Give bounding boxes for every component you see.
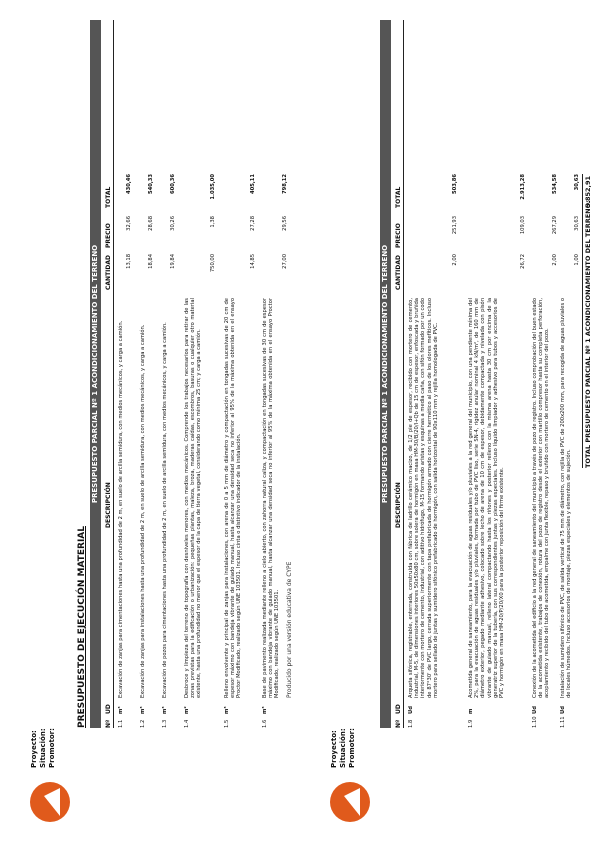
row-total: 405,11 <box>250 174 256 195</box>
situacion-label: Situación: <box>339 728 347 768</box>
grand-total-value: 5.852,91 <box>584 175 592 208</box>
document-title: PRESUPUESTO DE EJECUCIÓN MATERIAL <box>77 526 87 728</box>
row-num: 1.5 <box>224 719 230 728</box>
project-meta <box>330 728 357 768</box>
promotor-label: Promotor: <box>48 728 56 768</box>
row-desc: Desbroce y limpieza del terreno de topografía con desniveles menores, con medios mecánicos. Comprende los trabajos necesarios para retirar de las zonas previstas para la edificación o urbanización: pequeñas plantas, maleza, broza, maderas caídas, escombros, basuras o cualquier otro material existente, hasta una profundidad no menor que el espesor de la capa de tierra vegetal, considerando como mínima 25 cm; y carga a camión. <box>184 298 203 698</box>
col-desc: DESCRIPCIÓN <box>395 482 402 528</box>
row-desc: Conexión de la acometida del edificio a la red general de saneamiento del municipio a través de pozo de registro. Incluso comprobación del buen estado de la acometida existente, trabajos de conexión, rotura del pozo de registro desde el exterior con martillo compresor hasta su completa perforación, acoplamiento y recibido del tubo de acometida, empalme con junta flexible, repaso y bruñido con mortero de cemento en el interior del pozo. <box>532 298 551 698</box>
col-precio: PRECIO <box>105 223 112 248</box>
section-band: PRESUPUESTO PARCIAL Nº 1 ACONDICIONAMIENTO DEL TERRENO <box>380 20 391 728</box>
row-total: 2.913,28 <box>520 174 526 200</box>
row-num: 1.8 <box>408 719 414 728</box>
row-total: 534,58 <box>552 174 558 195</box>
row-desc: Instalación de sumidero sifónico de PVC, de salida vertical de 75 mm de diámetro, con rejilla de PVC de 200x200 mm, para recogida de aguas pluviales o de locales húmedos. Incluso accesorios de montaje, piezas especiales y elementos de sujeción. <box>560 298 573 698</box>
row-num: 1.2 <box>140 719 146 728</box>
col-total: TOTAL <box>395 186 402 208</box>
project-meta <box>30 728 57 768</box>
row-ud: Ud <box>408 706 414 714</box>
col-ud: UD <box>395 704 402 714</box>
situacion-label: Situación: <box>39 728 47 768</box>
row-desc: Acometida general de saneamiento, para la evacuación de aguas residuales y/o pluviales a la red general del municipio, con una pendiente mínima del 2%, para la evacuación de aguas residuales y/o pluviales, formada por tubo de PVC liso, serie SN-4, rigidez anular nominal 4 kN/m², de 160 mm de diámetro exterior, pegado mediante adhesivo, colocado sobre lecho de arena de 10 cm de espesor, debidamente compactada y nivelada con pisón vibrante de guiado manual, relleno lateral compactando hasta los riñones y posterior relleno con la misma arena hasta 30 cm por encima de la generatriz superior de la tubería, con sus correspondientes juntas y piezas especiales. Incluso líquido limpiador y adhesivo para tubos y accesorios de PVC y hormigón en masa HM-20/P/20/X0 para la posterior reposición del firme existente. <box>468 298 506 698</box>
proyecto-label: Proyecto: <box>30 730 38 768</box>
company-logo-icon <box>20 778 80 826</box>
row-ud: m³ <box>118 706 124 714</box>
col-cantidad: CANTIDAD <box>395 255 402 290</box>
row-total: 798,12 <box>282 174 288 195</box>
row-total: 1.035,00 <box>210 174 216 200</box>
row-qty: 18,84 <box>148 254 154 269</box>
row-price: 32,66 <box>126 216 132 231</box>
row-ud: m <box>468 708 474 714</box>
row-qty: 13,18 <box>126 254 132 269</box>
right-page <box>300 0 599 848</box>
row-price: 251,93 <box>452 216 458 235</box>
row-price: 30,63 <box>574 216 580 231</box>
row-ud: m³ <box>162 706 168 714</box>
col-total: TOTAL <box>105 186 112 208</box>
right-page-content <box>300 0 599 848</box>
row-desc: Arqueta sifónica, registrable, enterrada, construida con fábrica de ladrillo cerámico macizo, de 1/2 pie de espesor, recibido con mortero de cemento, industrial, M-5, de dimensiones interiores 50x50x80 cm, sobre solera de hormigón en masa HM-30/B/20/I+Qb de 15 cm de espesor, enfoscada y bruñida interiormente con mortero de cemento, industrial, con aditivo hidrófugo, M-15 formando aristas y esquinas a media caña, con sifón formado por un codo de 87°30' de PVC largo, cerrada superiormente con tapa prefabricada de hormigón armado con cierre hermético al paso de los olores mefíticos. Incluso mortero para sellado de juntas y sumidero sifónico prefabricado de hormigón, con salida horizontal de 90x110 mm y rejilla homologada de PVC. <box>408 298 439 698</box>
col-num: Nº <box>395 719 402 728</box>
row-price: 30,26 <box>170 216 176 231</box>
watermark-text: Producido por una versión educativa de CYPE <box>286 561 293 698</box>
row-ud: Ud <box>532 706 538 714</box>
row-qty: 750,00 <box>210 254 216 273</box>
row-price: 1,38 <box>210 216 216 228</box>
row-ud: Ud <box>560 706 566 714</box>
row-price: 27,28 <box>250 216 256 231</box>
row-qty: 27,00 <box>282 254 288 269</box>
row-total: 430,46 <box>126 174 132 195</box>
row-num: 1.9 <box>468 719 474 728</box>
row-qty: 2,00 <box>452 254 458 266</box>
column-headers <box>393 20 404 728</box>
row-desc: Excavación de zanjas para cimentaciones hasta una profundidad de 2 m, en suelo de arcilla semidura, con medios mecánicos, y carga a camión. <box>118 320 124 698</box>
row-price: 29,56 <box>282 216 288 231</box>
row-ud: m³ <box>262 706 268 714</box>
company-logo-icon <box>320 778 380 826</box>
col-ud: UD <box>105 704 112 714</box>
row-num: 1.6 <box>262 719 268 728</box>
grand-total-label: TOTAL PRESUPUESTO PARCIAL Nº 1 ACONDICIONAMIENTO DEL TERRENO: <box>584 200 592 468</box>
row-price: 109,03 <box>520 216 526 235</box>
column-headers <box>103 20 114 728</box>
row-ud: m³ <box>140 706 146 714</box>
row-desc: Relleno envolvente y principal de zanjas para instalaciones, con arena de 0 a 5 mm de diámetro y compactación en tongadas sucesivas de 20 cm de espesor máximo con bandeja vibrante de guiado manual, hasta alcanzar una densidad seca no inferior al 95% de la máxima obtenida en el ensayo Proctor Modificado, realizado según UNE 103501. Incluso cinta o distintivo indicador de la instalación. <box>224 298 243 698</box>
row-ud: m³ <box>224 706 230 714</box>
row-qty: 2,00 <box>552 254 558 266</box>
col-desc: DESCRIPCIÓN <box>105 482 112 528</box>
row-total: 503,86 <box>452 174 458 195</box>
col-precio: PRECIO <box>395 223 402 248</box>
row-qty: 19,84 <box>170 254 176 269</box>
grand-total-rule <box>582 174 583 468</box>
row-desc: Excavación de zanjas para instalaciones hasta una profundidad de 2 m, en suelo de arcilla semidura, con medios mecánicos, y carga a camión. <box>140 324 146 698</box>
col-num: Nº <box>105 719 112 728</box>
row-num: 1.10 <box>532 716 538 728</box>
row-num: 1.11 <box>560 716 566 728</box>
row-num: 1.3 <box>162 719 168 728</box>
section-band: PRESUPUESTO PARCIAL Nº 1 ACONDICIONAMIENTO DEL TERRENO <box>90 20 101 728</box>
row-desc: Excavación de pozos para cimentaciones hasta una profundidad de 2 m, en suelo de arcilla semidura, con medios mecánicos, y carga a camión. <box>162 322 168 698</box>
row-total: 600,36 <box>170 174 176 195</box>
row-total: 30,63 <box>574 174 580 191</box>
left-page-content <box>0 0 299 848</box>
row-total: 540,33 <box>148 174 154 195</box>
proyecto-label: Proyecto: <box>330 730 338 768</box>
row-desc: Base de pavimento realizada mediante relleno a cielo abierto, con zahorra natural caliza, y compactación en tongadas sucesivas de 30 cm de espesor máximo con bandeja vibrante de guiado manual, hasta alcanzar una densidad seca no inferior al 95% de la máxima obtenida en el ensayo Proctor Modificado, realizado según UNE 103501. <box>262 298 281 698</box>
row-price: 267,29 <box>552 216 558 235</box>
row-ud: m² <box>184 706 190 714</box>
row-price: 28,68 <box>148 216 154 231</box>
row-qty: 14,85 <box>250 254 256 269</box>
row-qty: 1,00 <box>574 254 580 266</box>
row-num: 1.4 <box>184 719 190 728</box>
col-cantidad: CANTIDAD <box>105 255 112 290</box>
promotor-label: Promotor: <box>348 728 356 768</box>
row-qty: 26,72 <box>520 254 526 269</box>
left-page <box>0 0 299 848</box>
row-num: 1.1 <box>118 719 124 728</box>
